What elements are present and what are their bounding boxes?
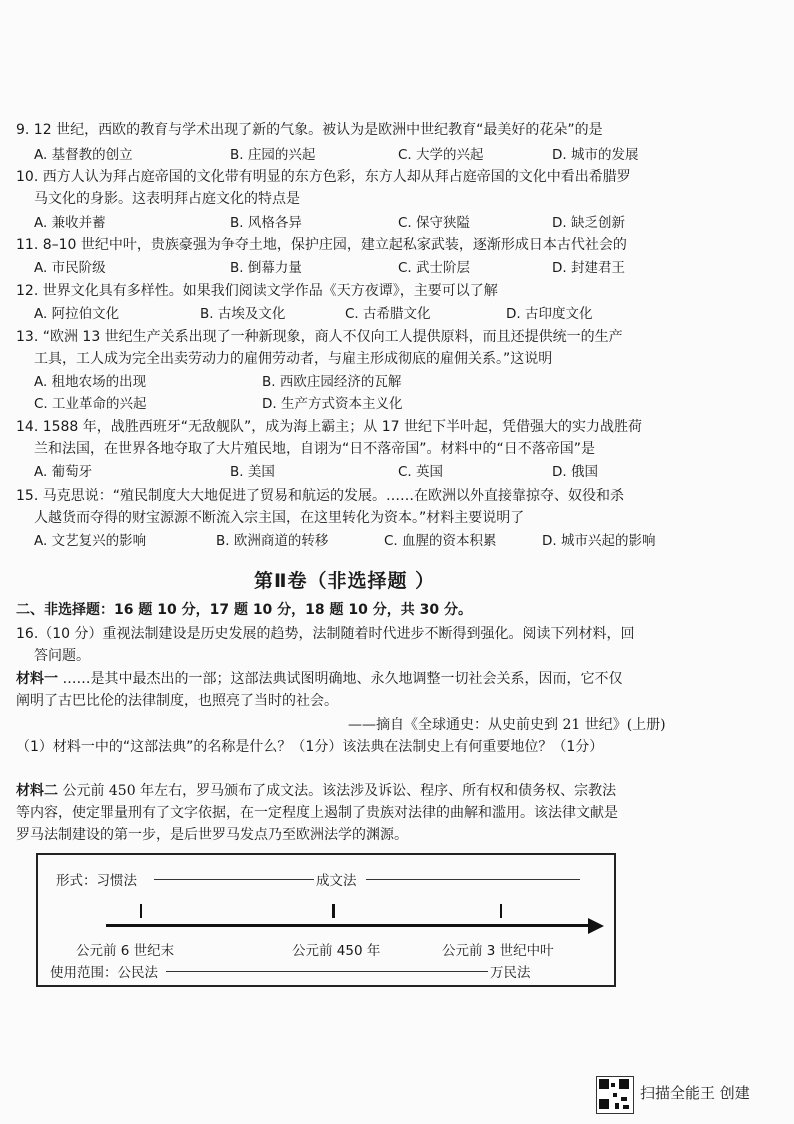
question-16-stem-cont: 答问题。	[34, 648, 90, 664]
q11-option-a: A. 市民阶级	[34, 260, 106, 276]
q14-option-a: A. 葡萄牙	[34, 464, 93, 480]
q14-option-b: B. 美国	[230, 464, 275, 480]
form-connector-line	[154, 879, 314, 880]
q9-option-a: A. 基督教的创立	[34, 147, 133, 163]
q10-option-d: D. 缺乏创新	[552, 215, 625, 231]
q14-option-c: C. 英国	[398, 464, 444, 480]
q15-option-a: A. 文艺复兴的影响	[34, 533, 147, 549]
material-1-text: ……是其中最杰出的一部；这部法典试图明确地、永久地调整一切社会关系，因而，它不仅	[58, 671, 623, 687]
question-9-stem: 9. 12 世纪，西欧的教育与学术出现了新的气象。被认为是欧洲中世纪教育“最美好的花朵”的是	[16, 122, 603, 138]
form-tail-line	[366, 879, 580, 880]
q11-option-c: C. 武士阶层	[398, 260, 471, 276]
q10-option-b: B. 风格各异	[230, 215, 302, 231]
section-2-heading: 二、非选择题：16 题 10 分，17 题 10 分，18 题 10 分，共 30 分。	[16, 602, 472, 618]
question-15-stem: 15. 马克思说：“殖民制度大大地促进了贸易和航运的发展。……在欧洲以外直接靠掠夺、奴役和杀	[16, 488, 624, 504]
material-2-text: 公元前 450 年左右，罗马颁布了成文法。该法涉及诉讼、程序、所有权和债务权、宗教法	[58, 783, 617, 799]
question-16-part-1: （1）材料一中的“这部法典”的名称是什么？（1分）该法典在法制史上有何重要地位？（1分）	[16, 739, 604, 755]
diagram-scope-label: 使用范围：公民法	[50, 965, 158, 981]
material-2-label: 材料二	[16, 783, 58, 799]
timeline-label-1: 公元前 6 世纪末	[76, 943, 175, 959]
scanner-watermark: 扫描全能王 创建	[640, 1084, 750, 1102]
q13-option-d: D. 生产方式资本主义化	[262, 396, 403, 412]
q10-option-c: C. 保守狭隘	[398, 215, 471, 231]
q14-option-d: D. 俄国	[552, 464, 598, 480]
material-2-line-1	[16, 780, 616, 802]
material-1-label: 材料一	[16, 671, 58, 687]
material-2-line-3: 罗马法制建设的第一步，是后世罗马发点乃至欧洲法学的渊源。	[16, 827, 408, 843]
q10-option-a: A. 兼收并蓄	[34, 215, 106, 231]
question-14-stem-cont: 兰和法国，在世界各地夺取了大片殖民地，自诩为“日不落帝国”。材料中的“日不落帝国”是	[34, 441, 596, 457]
question-12-stem: 12. 世界文化具有多样性。如果我们阅读文学作品《天方夜谭》，主要可以了解	[16, 283, 498, 299]
timeline-tick-3	[500, 904, 502, 918]
material-1-source: ——摘自《全球通史：从史前史到 21 世纪》(上册)	[348, 717, 666, 733]
q11-option-d: D. 封建君王	[552, 260, 625, 276]
question-16-stem: 16.（10 分）重视法制建设是历史发展的趋势，法制随着时代进步不断得到强化。阅读下列材料，回	[16, 626, 635, 642]
q9-option-c: C. 大学的兴起	[398, 147, 484, 163]
q11-option-b: B. 倒幕力量	[230, 260, 302, 276]
timeline-diagram	[36, 853, 616, 987]
section-2-title: 第Ⅱ卷（非选择题 ）	[254, 570, 436, 592]
q12-option-c: C. 古希腊文化	[345, 306, 431, 322]
question-13-stem: 13. “欧洲 13 世纪生产关系出现了一种新现象，商人不仅向工人提供原料，而且还提供统一的生产	[16, 329, 623, 345]
scope-connector-line	[166, 971, 488, 972]
q12-option-a: A. 阿拉伯文化	[34, 306, 120, 322]
q13-option-a: A. 租地农场的出现	[34, 374, 147, 390]
question-13-stem-cont: 工具，工人成为完全出卖劳动力的雇佣劳动者，与雇主形成彻底的雇佣关系。”这说明	[34, 351, 553, 367]
material-1-line-1	[16, 668, 622, 690]
q9-option-d: D. 城市的发展	[552, 147, 639, 163]
q15-option-d: D. 城市兴起的影响	[542, 533, 656, 549]
question-10-stem-cont: 马文化的身影。这表明拜占庭文化的特点是	[34, 191, 300, 207]
material-2-line-2: 等内容，使定罪量刑有了文字依据，在一定程度上遏制了贵族对法律的曲解和滥用。该法律文献是	[16, 805, 618, 821]
q15-option-c: C. 血腥的资本积累	[384, 533, 497, 549]
question-14-stem: 14. 1588 年，战胜西班牙“无敌舰队”，成为海上霸主；从 17 世纪下半叶起，凭借强大的实力战胜荷	[16, 419, 643, 435]
q15-option-b: B. 欧洲商道的转移	[216, 533, 329, 549]
question-15-stem-cont: 人越货而夺得的财宝源源不断流入宗主国，在这里转化为资本。”材料主要说明了	[34, 510, 525, 526]
q13-option-c: C. 工业革命的兴起	[34, 396, 147, 412]
diagram-form-label: 形式：习惯法	[56, 873, 137, 889]
timeline-arrow-head	[588, 918, 604, 934]
q12-option-b: B. 古埃及文化	[200, 306, 286, 322]
diagram-form-end: 成文法	[316, 873, 357, 889]
timeline-axis	[106, 924, 590, 927]
question-10-stem: 10. 西方人认为拜占庭帝国的文化带有明显的东方色彩，东方人却从拜占庭帝国的文化中看出希腊罗	[16, 169, 631, 185]
timeline-tick-1	[140, 904, 142, 918]
timeline-tick-2	[332, 904, 335, 918]
qr-code-icon	[596, 1076, 634, 1114]
diagram-scope-end: 万民法	[490, 965, 531, 981]
question-11-stem: 11. 8–10 世纪中叶，贵族豪强为争夺土地，保护庄园，建立起私家武装，逐渐形成日本古代社会的	[16, 237, 627, 253]
timeline-label-3: 公元前 3 世纪中叶	[442, 943, 554, 959]
q13-option-b: B. 西欧庄园经济的瓦解	[262, 374, 402, 390]
timeline-label-2: 公元前 450 年	[292, 943, 381, 959]
material-1-line-2: 阐明了古巴比伦的法律制度，也照亮了当时的社会。	[16, 693, 338, 709]
q12-option-d: D. 古印度文化	[506, 306, 593, 322]
q9-option-b: B. 庄园的兴起	[230, 147, 316, 163]
